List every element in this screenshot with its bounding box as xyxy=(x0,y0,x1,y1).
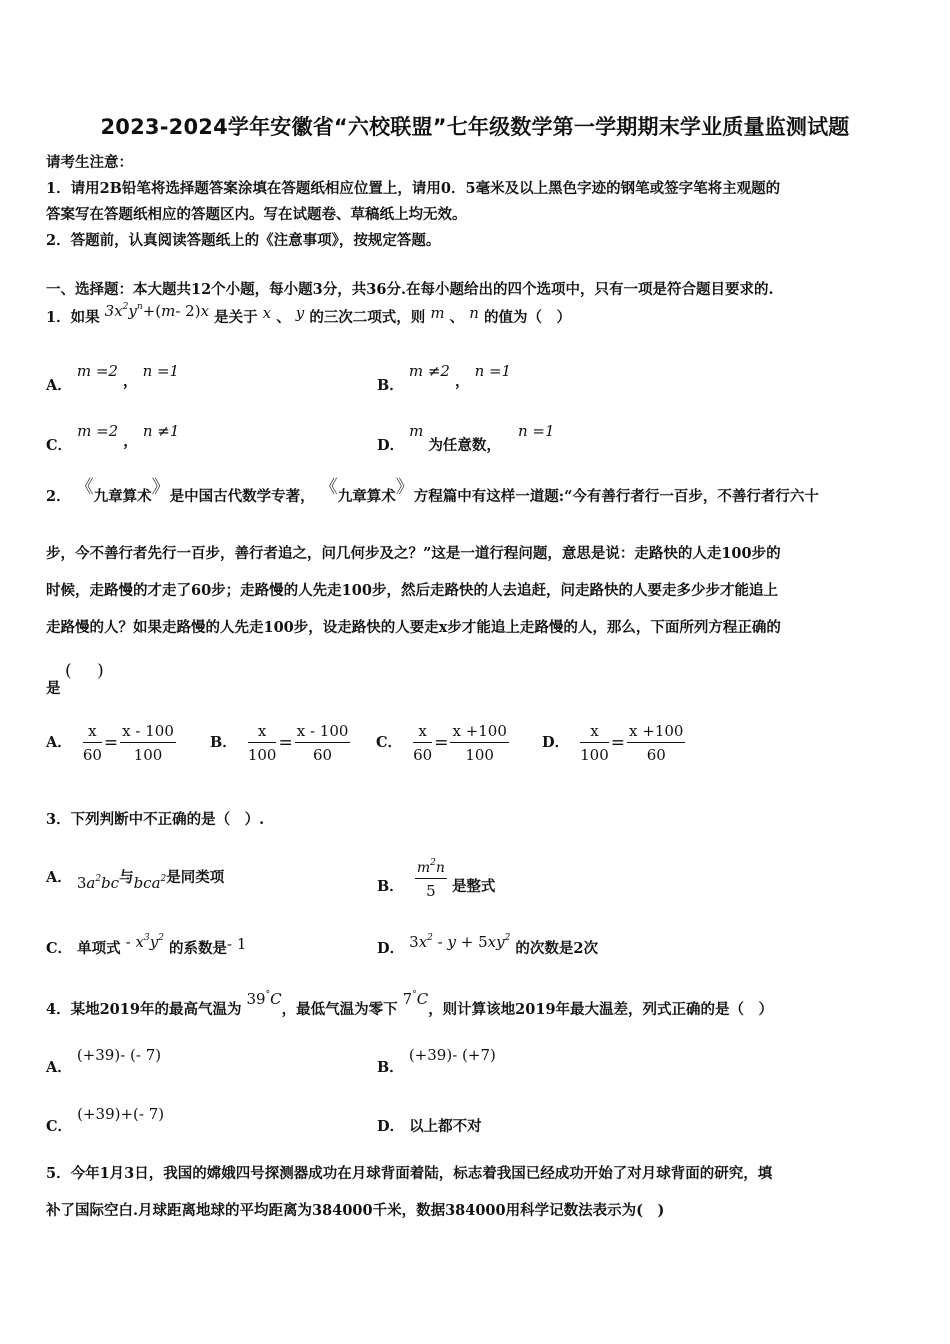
q2-text-1: 是中国古代数学专著， xyxy=(169,488,315,505)
q1-option-b[interactable]: B． m ≠2 ， n =1 xyxy=(377,362,512,394)
option-label: A． xyxy=(46,1059,72,1076)
option-label: C． xyxy=(376,734,403,751)
option-label: A． xyxy=(46,377,72,394)
q4-max-temp: 39°C xyxy=(246,990,282,1008)
question-5-line-1: 5．今年1月3日，我国的嫦娥四号探测器成功在月球背面着陆，标志着我国已经成功开始了对月球背面的研究，填 xyxy=(46,1165,773,1182)
option-label: B． xyxy=(377,1059,404,1076)
q4-option-b[interactable] xyxy=(377,1046,496,1077)
option-label: A． xyxy=(46,734,72,751)
option-label: C． xyxy=(46,1118,73,1135)
q1-a-m: m =2 xyxy=(76,362,118,380)
q3-a-expr-1: $3a^2bc$ xyxy=(76,874,120,892)
q2-book-1: 九章算术 xyxy=(93,488,152,505)
q3-option-a[interactable] xyxy=(46,866,225,892)
q3-d-text: 的次数是2次 xyxy=(515,940,598,957)
q1-sep-1: 、 xyxy=(276,309,291,326)
q1-var-m: m xyxy=(430,304,445,322)
q1-var-y: y xyxy=(295,304,305,322)
q3-a-text-2: 是同类项 xyxy=(166,869,225,886)
q2-option-c[interactable]: C． $\frac{x}{60}$ = $\frac{x +100}{100}$ xyxy=(376,722,507,764)
option-label: C． xyxy=(46,940,73,957)
q2-option-a[interactable]: A． $\frac{x}{60}$ = $\frac{x - 100}{100}$ xyxy=(46,722,174,764)
option-label: C． xyxy=(46,437,73,454)
q3-option-d[interactable] xyxy=(377,933,598,958)
option-label: B． xyxy=(377,377,404,394)
q1-c-m: m =2 xyxy=(77,422,119,440)
q1-number: 1．如果 xyxy=(46,309,100,326)
q3-c-coef: - 1 xyxy=(227,935,247,953)
q1-tail-text: 的三次二项式，则 xyxy=(309,309,426,326)
section-heading: 一、选择题：本大题共12个小题，每小题3分，共36分.在每小题给出的四个选项中，只有一项是符合题目要求的. xyxy=(46,281,774,298)
q1-mid-text: 是关于 xyxy=(214,309,258,326)
q4-b-expr: (+39)- (+7) xyxy=(408,1046,496,1064)
notice-line-2: 2．答题前，认真阅读答题纸上的《注意事项》，按规定答题。 xyxy=(46,232,441,249)
q3-c-expr: - $x^3y^2$ xyxy=(125,933,164,951)
option-label: D． xyxy=(377,940,405,957)
fraction: $\frac{x +100}{60}$ xyxy=(629,722,684,764)
q4-option-d[interactable] xyxy=(377,1115,482,1136)
option-label: D． xyxy=(542,734,570,751)
question-5-line-2: 补了国际空白.月球距离地球的平均距离为384000千米，数据384000用科学记数法表示为( ) xyxy=(46,1202,665,1219)
q3-a-text-1: 与 xyxy=(119,869,134,886)
q1-d-text: 为任意数， xyxy=(428,437,501,454)
q4-text-2: ，最低气温为零下 xyxy=(281,1001,398,1018)
q1-option-a[interactable]: A． m =2 ， n =1 xyxy=(46,362,180,394)
option-label: A． xyxy=(46,869,72,886)
option-label: B． xyxy=(210,734,237,751)
page-title: 2023-2024学年安徽省“六校联盟”七年级数学第一学期期末学业质量监测试题 xyxy=(100,115,850,139)
q1-b-m: m ≠2 xyxy=(408,362,450,380)
question-4 xyxy=(46,990,774,1019)
q3-option-c[interactable] xyxy=(46,933,247,958)
fraction: $\frac{x}{100}$ xyxy=(580,722,609,764)
q1-option-d[interactable] xyxy=(377,420,555,454)
q4-min-temp: 7°C xyxy=(402,990,429,1008)
q2-line-5 xyxy=(46,661,104,698)
q3-option-b[interactable] xyxy=(377,858,496,908)
q2-line-2: 步，今不善行者先行一百步，善行者追之，问几何步及之？”这是一道行程问题，意思是说：走路快的人走100步的 xyxy=(46,545,781,562)
q1-option-c[interactable]: C． m =2 ， n ≠1 xyxy=(46,422,180,454)
notice-line-1: 1．请用2B铅笔将选择题答案涂填在答题纸相应位置上，请用0．5毫米及以上黑色字迹的钢笔或签字笔将主观题的 xyxy=(46,180,781,197)
q1-expression: $3x^2y^n+(m-$ 2)x xyxy=(104,302,210,320)
q3-c-text-2: 的系数是 xyxy=(169,940,227,957)
fraction: $\frac{x - 100}{100}$ xyxy=(122,722,174,764)
notice-heading: 请考生注意： xyxy=(46,154,133,171)
fraction: $\frac{m^2n}{5}$ xyxy=(416,858,445,900)
notice-line-1-cont: 答案写在答题纸相应的答题区内。写在试题卷、草稿纸上均无效。 xyxy=(46,206,467,223)
q4-d-text: 以上都不对 xyxy=(409,1118,482,1135)
q2-option-b[interactable]: B． $\frac{x}{100}$ = $\frac{x - 100}{60}$ xyxy=(210,722,349,764)
q1-var-n: n xyxy=(469,304,479,322)
q4-text-1: 4．某地2019年的最高气温为 xyxy=(46,1001,242,1018)
q3-d-expr: $3x^2 - y + 5xy^2$ xyxy=(409,933,511,951)
q2-text-2: 方程篇中有这样一道题:“今有善行者行一百步，不善行者行六十 xyxy=(413,488,819,505)
fraction: $\frac{x}{60}$ xyxy=(82,722,102,764)
q4-c-expr: (+39)+(- 7) xyxy=(77,1105,165,1123)
q3-a-expr-2: bca$^2$ xyxy=(133,874,167,892)
option-label: D． xyxy=(377,1118,405,1135)
q2-blank-paren: ( ) xyxy=(65,661,104,681)
q1-a-n: n =1 xyxy=(142,362,180,380)
q1-sep-2: 、 xyxy=(449,309,465,326)
fraction: $\frac{x +100}{100}$ xyxy=(452,722,507,764)
option-label: B． xyxy=(377,878,404,895)
option-label: D． xyxy=(377,437,405,454)
q1-end-text: 的值为（ ） xyxy=(483,309,571,326)
q1-c-n: n ≠1 xyxy=(142,422,180,440)
q2-line-3: 时候，走路慢的才走了60步；走路慢的人先走100步，然后走路快的人去追赶，问走路快的人要走多少步才能追上 xyxy=(46,582,778,599)
q1-var-x: x xyxy=(262,304,272,322)
fraction: $\frac{x}{100}$ xyxy=(247,722,277,764)
q2-line-4: 走路慢的人？如果走路慢的人先走100步，设走路快的人要走x步才能追上走路慢的人，那么，下面所列方程正确的 xyxy=(46,619,781,636)
q1-d-n: n =1 xyxy=(518,422,555,440)
question-1 xyxy=(46,302,571,327)
q4-a-expr: (+39)- (- 7) xyxy=(76,1046,162,1064)
q3-b-text: 是整式 xyxy=(451,878,496,895)
q2-option-d[interactable]: D． $\frac{x}{100}$ = $\frac{x +100}{60}$ xyxy=(542,722,684,764)
q4-option-a[interactable] xyxy=(46,1046,162,1077)
q2-line-5-text: 是 xyxy=(46,680,61,697)
q2-number: 2． xyxy=(46,488,71,505)
fraction: $\frac{x - 100}{60}$ xyxy=(296,722,349,764)
question-3: 3．下列判断中不正确的是（ ）. xyxy=(46,811,265,828)
fraction: $\frac{x}{60}$ xyxy=(413,722,433,764)
q3-c-text-1: 单项式 xyxy=(77,940,121,957)
q4-option-c[interactable] xyxy=(46,1105,165,1136)
q2-book-2: 九章算术 xyxy=(337,488,396,505)
q1-d-m: m xyxy=(409,422,424,440)
q1-b-n: n =1 xyxy=(474,362,512,380)
q4-text-3: ，则计算该地2019年最大温差，列式正确的是（ ） xyxy=(428,1001,774,1018)
question-2: 2． 《九章算术》是中国古代数学专著， 《九章算术》方程篇中有这样一道题:“今有善行者行一百步，不善行者行六十 xyxy=(46,477,819,505)
